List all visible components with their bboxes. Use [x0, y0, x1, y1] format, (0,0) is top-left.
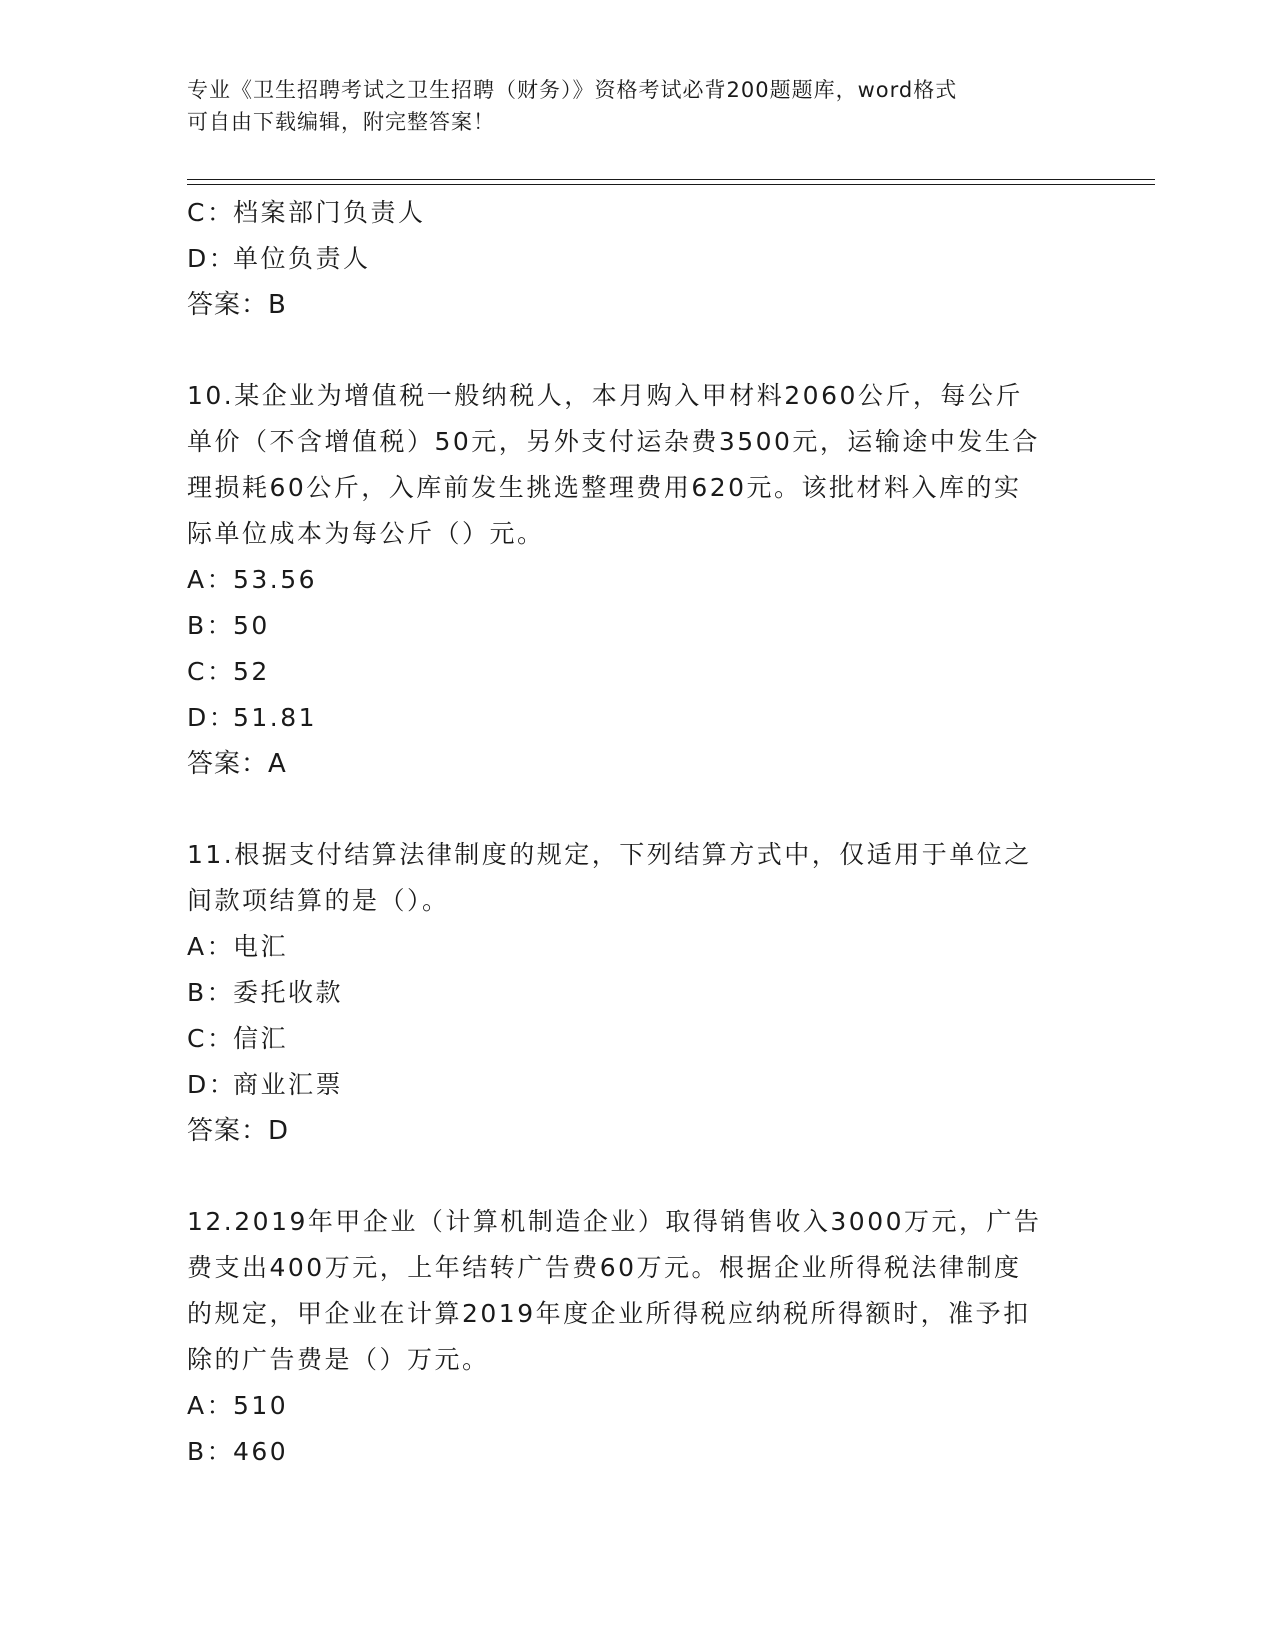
question-12	[187, 1199, 1087, 1475]
option-b: B：委托收款	[187, 978, 344, 1007]
option-c: C：信汇	[187, 1024, 289, 1053]
question-text-line: 理损耗60公斤，入库前发生挑选整理费用620元。该批材料入库的实	[187, 473, 1022, 502]
option-b: B：50	[187, 611, 270, 640]
question-list	[187, 190, 1087, 1475]
question-11	[187, 832, 1087, 1154]
option-a: A：电汇	[187, 932, 289, 961]
question-10	[187, 373, 1087, 787]
question-text-line: 11.根据支付结算法律制度的规定，下列结算方式中，仅适用于单位之	[187, 840, 1032, 869]
question-text-line: 的规定，甲企业在计算2019年度企业所得税应纳税所得额时，准予扣	[187, 1299, 1031, 1328]
option-c: C：52	[187, 657, 270, 686]
question-9-tail	[187, 190, 1087, 328]
option-a: A：510	[187, 1391, 289, 1420]
answer-line: 答案：D	[187, 1116, 290, 1146]
document-header	[187, 74, 1087, 138]
option-d: D：商业汇票	[187, 1070, 344, 1099]
option-d: D：单位负责人	[187, 244, 371, 273]
answer-value: A	[268, 749, 287, 779]
option-b: B：460	[187, 1437, 289, 1466]
question-text-line: 单价（不含增值税）50元，另外支付运杂费3500元，运输途中发生合	[187, 427, 1040, 456]
answer-value: D	[268, 1116, 290, 1146]
question-text-line: 际单位成本为每公斤（）元。	[187, 519, 545, 548]
answer-value: B	[268, 290, 287, 320]
header-divider-top	[187, 179, 1155, 180]
question-text-line: 10.某企业为增值税一般纳税人，本月购入甲材料2060公斤，每公斤	[187, 381, 1023, 410]
answer-line: 答案：B	[187, 290, 287, 320]
header-divider-bottom	[187, 184, 1155, 185]
option-d: D：51.81	[187, 703, 318, 732]
question-text-line: 间款项结算的是（）。	[187, 886, 450, 915]
answer-line: 答案：A	[187, 749, 287, 779]
question-text-line: 12.2019年甲企业（计算机制造企业）取得销售收入3000万元，广告	[187, 1207, 1042, 1236]
question-text-line: 除的广告费是（）万元。	[187, 1345, 490, 1374]
header-line-2: 可自由下载编辑，附完整答案！	[187, 110, 495, 134]
header-line-1: 专业《卫生招聘考试之卫生招聘（财务）》资格考试必背200题题库，word格式	[187, 78, 958, 102]
option-c: C：档案部门负责人	[187, 198, 426, 227]
option-a: A：53.56	[187, 565, 318, 594]
question-text-line: 费支出400万元，上年结转广告费60万元。根据企业所得税法律制度	[187, 1253, 1022, 1282]
